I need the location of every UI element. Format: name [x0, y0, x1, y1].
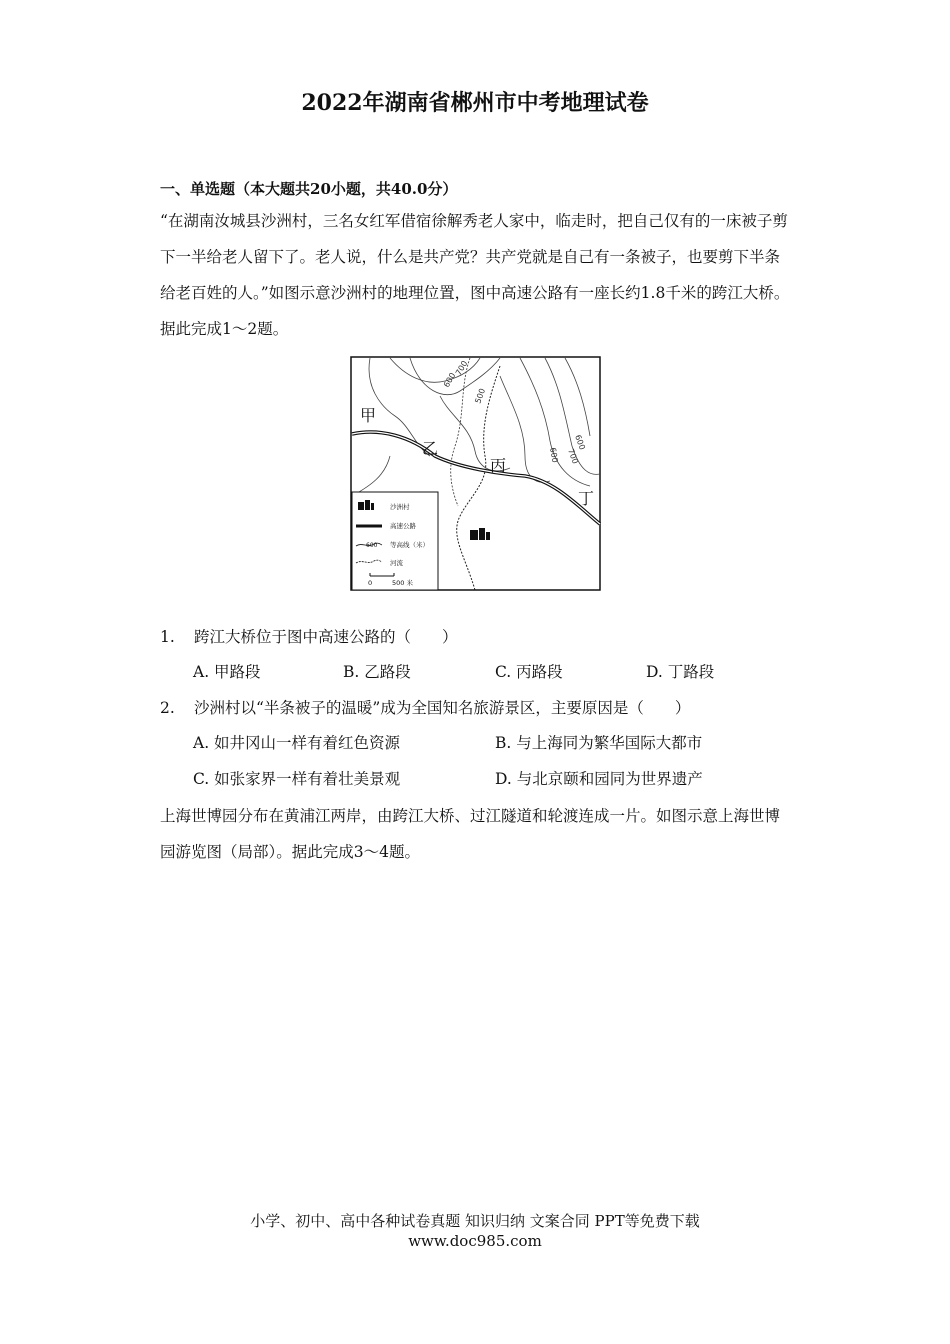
- question-number: 2.: [160, 699, 175, 717]
- label-bing: 丙: [490, 456, 507, 475]
- legend-river: 河流: [390, 559, 403, 567]
- passage-1: “在湖南汝城县沙洲村，三名女红军借宿徐解秀老人家中，临走时，把自己仅有的一床被子剪下一半给老人留下了。老人说，什么是共产党？共产党就是自己有一条被子，也要剪下半条给老百姓的人。”如图示意沙洲村的地理位置，图中高速公路有一座长约1.8千米的跨江大桥。据此完成1～2题。: [160, 212, 790, 338]
- legend-village: 沙洲村: [390, 503, 410, 511]
- label-jia: 甲: [360, 406, 377, 425]
- q1-option-b[interactable]: B. 乙路段: [343, 663, 411, 681]
- question-number: 1.: [160, 628, 175, 646]
- footer-url[interactable]: www.doc985.com: [408, 1232, 542, 1250]
- contour-label: 700: [453, 359, 470, 377]
- section-heading: 一、单选题（本大题共20小题，共40.0分）: [160, 180, 458, 198]
- label-ding: 丁: [578, 489, 595, 508]
- shazhou-map: [350, 356, 602, 592]
- question-1: [160, 625, 458, 647]
- q1-option-c[interactable]: C. 丙路段: [495, 663, 563, 681]
- contour-label: 600: [573, 433, 587, 452]
- legend-contour: 等高线（米）: [390, 541, 429, 549]
- q1-option-a[interactable]: A. 甲路段: [193, 663, 261, 681]
- contour-label: 600: [548, 446, 560, 464]
- question-2: [160, 696, 690, 718]
- q2-option-d[interactable]: D. 与北京颐和园同为世界遗产: [495, 770, 703, 788]
- scale-end: 500 米: [392, 579, 413, 587]
- passage-2: 上海世博园分布在黄浦江两岸，由跨江大桥、过江隧道和轮渡连成一片。如图示意上海世博园游览图（局部）。据此完成3～4题。: [160, 807, 781, 861]
- legend-highway: 高速公路: [390, 522, 416, 530]
- contour-label: 500: [473, 387, 488, 405]
- footer-text: 小学、初中、高中各种试卷真题 知识归纳 文案合同 PPT等免费下载: [250, 1212, 700, 1230]
- contour-label: 600: [441, 371, 458, 389]
- question-stem: 跨江大桥位于图中高速公路的（ ）: [194, 628, 458, 646]
- legend-contour-sample: 600: [366, 542, 378, 549]
- page-title: 2022年湖南省郴州市中考地理试卷: [301, 90, 649, 116]
- question-stem: 沙洲村以“半条被子的温暖”成为全国知名旅游景区，主要原因是（ ）: [194, 699, 691, 717]
- q2-option-c[interactable]: C. 如张家界一样有着壮美景观: [193, 770, 401, 788]
- q1-option-d[interactable]: D. 丁路段: [646, 663, 715, 681]
- label-yi: 乙: [422, 439, 439, 458]
- scale-zero: 0: [368, 579, 373, 587]
- contour-label: 700: [566, 447, 580, 466]
- q2-option-a[interactable]: A. 如井冈山一样有着红色资源: [193, 734, 401, 752]
- q2-option-b[interactable]: B. 与上海同为繁华国际大都市: [495, 734, 703, 752]
